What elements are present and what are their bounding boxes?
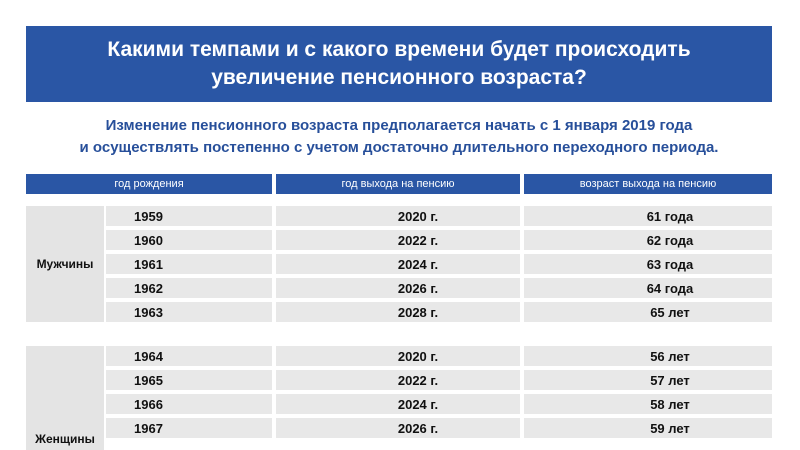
subtitle-line-2: и осуществлять постепенно с учетом достаточно длительного переходного периода. xyxy=(79,139,719,156)
cell-retirement-age: 61 года xyxy=(524,206,772,226)
cell-retirement-age: 57 лет xyxy=(524,370,772,390)
title-line-2: увеличение пенсионного возраста? xyxy=(211,66,587,89)
cell-retirement-age: 62 года xyxy=(524,230,772,250)
subtitle xyxy=(26,115,772,159)
cell-birth-year: 1965 xyxy=(106,370,272,390)
cell-retirement-age: 65 лет xyxy=(524,302,772,322)
subtitle-line-1: Изменение пенсионного возраста предполагается начать с 1 января 2019 года xyxy=(105,117,693,134)
cell-birth-year: 1961 xyxy=(106,254,272,274)
cell-birth-year: 1959 xyxy=(106,206,272,226)
cell-retirement-year: 2020 г. xyxy=(276,346,520,366)
cell-birth-year: 1966 xyxy=(106,394,272,414)
header-retirement-year: год выхода на пенсию xyxy=(276,174,520,194)
cell-birth-year: 1962 xyxy=(106,278,272,298)
cell-retirement-year: 2024 г. xyxy=(276,254,520,274)
title-line-1: Какими темпами и с какого времени будет происходить xyxy=(107,38,691,61)
group-label-men: Мужчины xyxy=(26,206,104,322)
header-birth-year: год рождения xyxy=(26,174,272,194)
title-banner xyxy=(26,26,772,102)
cell-birth-year: 1963 xyxy=(106,302,272,322)
cell-birth-year: 1967 xyxy=(106,418,272,438)
cell-retirement-age: 63 года xyxy=(524,254,772,274)
cell-retirement-year: 2022 г. xyxy=(276,370,520,390)
cell-birth-year: 1964 xyxy=(106,346,272,366)
header-retirement-age: возраст выхода на пенсию xyxy=(524,174,772,194)
cell-retirement-age: 59 лет xyxy=(524,418,772,438)
group-label-women: Женщины xyxy=(26,346,104,450)
cell-retirement-age: 64 года xyxy=(524,278,772,298)
cell-retirement-year: 2020 г. xyxy=(276,206,520,226)
cell-retirement-year: 2024 г. xyxy=(276,394,520,414)
cell-retirement-year: 2028 г. xyxy=(276,302,520,322)
cell-retirement-year: 2026 г. xyxy=(276,418,520,438)
cell-retirement-age: 56 лет xyxy=(524,346,772,366)
cell-birth-year: 1960 xyxy=(106,230,272,250)
cell-retirement-year: 2026 г. xyxy=(276,278,520,298)
cell-retirement-age: 58 лет xyxy=(524,394,772,414)
cell-retirement-year: 2022 г. xyxy=(276,230,520,250)
